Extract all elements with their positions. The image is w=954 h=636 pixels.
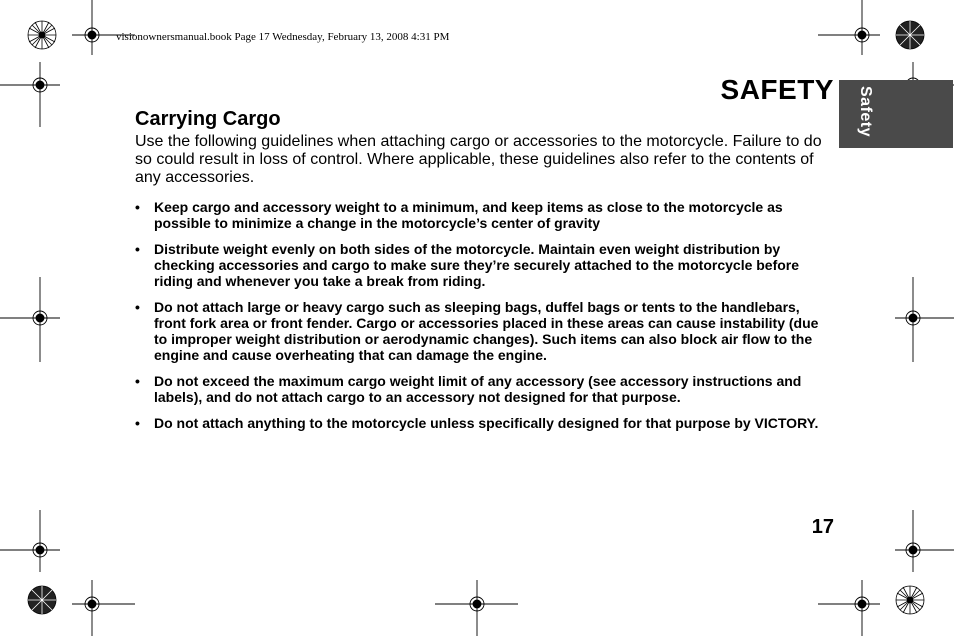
crosshair-mark-bottom-left — [72, 580, 135, 636]
list-item — [135, 415, 835, 431]
page-content — [135, 108, 835, 441]
section-heading: Carrying Cargo — [135, 108, 281, 130]
print-slug-line: visionownersmanual.book Page 17 Wednesday, February 13, 2008 4:31 PM — [116, 31, 450, 43]
list-item-text: Keep cargo and accessory weight to a minimum, and keep items as close to the motorcycle as possible to minimize a change in the motorcycle’s center of gravity — [154, 199, 783, 231]
page-title: SAFETY — [720, 74, 834, 105]
list-item — [135, 299, 835, 363]
crosshair-mark-bottom-right — [818, 580, 880, 636]
list-item — [135, 373, 835, 405]
starburst-mark-bottom-right — [896, 586, 924, 614]
crosshair-mark-top-left — [72, 0, 135, 55]
crosshair-mark-bottom-center — [435, 580, 518, 636]
bullet-icon: • — [135, 415, 140, 431]
list-item — [135, 199, 835, 231]
crosshair-mark-left-lower — [0, 510, 60, 572]
crosshair-mark-right-middle — [895, 277, 954, 362]
bullet-icon: • — [135, 299, 140, 315]
list-item-text: Do not exceed the maximum cargo weight limit of any accessory (see accessory instructions and labels), and do not attach cargo to an accessory not designed for that purpose. — [154, 373, 802, 405]
bullet-icon: • — [135, 241, 140, 257]
list-item-text: Do not attach large or heavy cargo such as sleeping bags, duffel bags or tents to the handlebars, front fork area or front fender. Cargo or accessories placed in these areas can cause instability (due to improper weight distribution or aerodynamic changes). Such items can also block air flow to the engine and cause overheating that can damage the engine. — [154, 299, 819, 363]
list-item-text: Distribute weight evenly on both sides of the motorcycle. Maintain even weight distribution by checking accessories and cargo to make sure they’re securely attached to the motorcycle before riding and whenever you take a break from riding. — [154, 241, 800, 289]
starburst-mark-top-right — [896, 21, 924, 49]
starburst-mark-top-left — [28, 21, 56, 49]
crosshair-mark-right-lower — [895, 510, 954, 572]
bullet-icon: • — [135, 373, 140, 389]
crosshair-mark-top-right — [818, 0, 880, 55]
starburst-mark-bottom-left — [28, 586, 56, 614]
guideline-list — [135, 199, 835, 431]
intro-paragraph: Use the following guidelines when attaching cargo or accessories to the motorcycle. Failure to do so could result in loss of control. Where applicable, these guidelines also refer to the contents of any accessories. — [135, 133, 822, 186]
crosshair-mark-left-middle — [0, 277, 60, 362]
list-item — [135, 241, 835, 289]
side-tab-label: Safety — [857, 86, 874, 138]
section-side-tab — [839, 80, 953, 148]
list-item-text: Do not attach anything to the motorcycle unless specifically designed for that purpose by VICTORY. — [154, 415, 819, 431]
page-number: 17 — [811, 516, 834, 538]
crosshair-mark-left-upper — [0, 62, 60, 127]
bullet-icon: • — [135, 199, 140, 215]
